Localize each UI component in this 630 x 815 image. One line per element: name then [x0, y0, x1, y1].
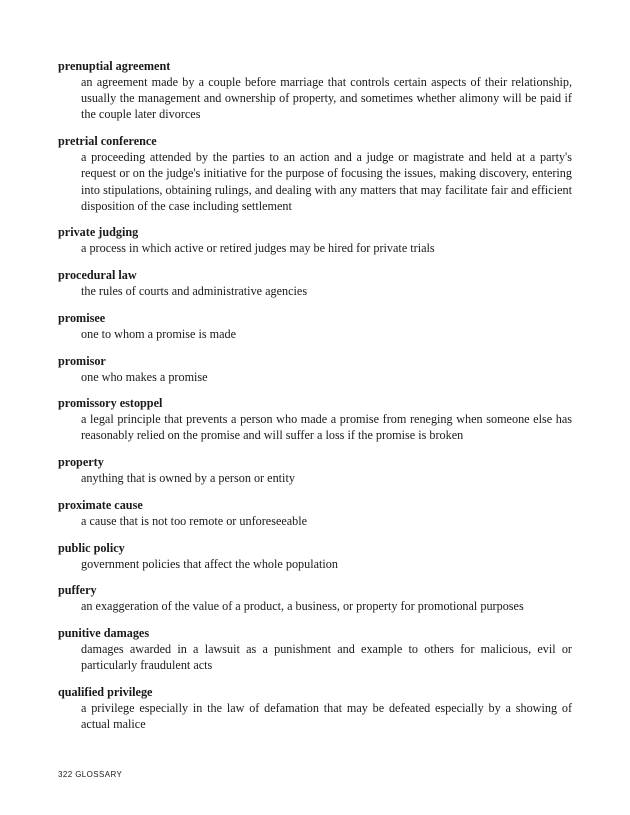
glossary-definition: the rules of courts and administrative agencies — [81, 284, 308, 299]
glossary-definition: a proceeding attended by the parties to an action and a judge or magistrate and held at a party's request or on the judge's initiative for the purpose of focusing the issues, making discovery, entering into stipulations, obtaining rulings, and dealing with any matters that may facilitate fair and efficient disposition of the case including settlement — [81, 150, 572, 213]
glossary-term: prenuptial agreement — [58, 59, 171, 73]
glossary-definition: a legal principle that prevents a person who made a promise from reneging when someone else has reasonably relied on the promise and will suffer a loss if the promise is broken — [81, 412, 572, 443]
glossary-entry-qualified-privilege — [58, 684, 572, 732]
glossary-term: public policy — [58, 540, 125, 555]
footer-section-label: GLOSSARY — [75, 770, 123, 779]
glossary-definition: a cause that is not too remote or unforeseeable — [81, 513, 308, 528]
glossary-definition: damages awarded in a lawsuit as a punishment and example to others for malicious, evil or particularly fraudulent acts — [81, 641, 572, 673]
glossary-entry-promisee — [58, 310, 572, 342]
glossary-definition: an agreement made by a couple before marriage that controls certain aspects of their relationship, usually the management and ownership of property, and sometimes whether alimony will be paid if the couple later divorces — [81, 75, 572, 122]
glossary-entry-private-judging — [58, 224, 572, 256]
glossary-term: pretrial conference — [58, 134, 157, 149]
glossary-definition: a privilege especially in the law of defamation that may be defeated especially by a showing of actual malice — [81, 700, 572, 732]
glossary-entry-procedural-law — [58, 267, 572, 299]
glossary-term: promisee — [58, 310, 106, 325]
glossary-entry-puffery — [58, 582, 572, 614]
glossary-term: punitive damages — [58, 625, 150, 640]
glossary-entry-pretrial-conference — [58, 133, 572, 214]
glossary-term: private judging — [58, 225, 139, 240]
glossary-entry-promisor — [58, 353, 572, 385]
page-footer — [58, 770, 122, 779]
glossary-entry-promissory-estoppel — [58, 395, 572, 443]
glossary-term: promisor — [58, 353, 106, 368]
glossary-definition: government policies that affect the whole population — [81, 556, 338, 571]
glossary-definition: anything that is owned by a person or entity — [81, 471, 295, 486]
glossary-entry-proximate-cause — [58, 497, 572, 529]
glossary-page — [58, 58, 572, 743]
glossary-entry-property — [58, 454, 572, 486]
glossary-definition: one who makes a promise — [81, 369, 208, 384]
glossary-term: property — [58, 455, 104, 470]
glossary-term: promissory estoppel — [58, 396, 163, 411]
glossary-term: procedural law — [58, 268, 137, 283]
glossary-definition: an exaggeration of the value of a product, a business, or property for promotional purposes — [81, 599, 524, 614]
page-number: 322 — [58, 770, 73, 779]
glossary-entry-punitive-damages — [58, 625, 572, 673]
glossary-term: proximate cause — [58, 497, 143, 512]
glossary-definition: one to whom a promise is made — [81, 326, 237, 341]
glossary-entry-public-policy — [58, 540, 572, 572]
glossary-term: qualified privilege — [58, 684, 153, 699]
glossary-entry-prenuptial-agreement — [58, 58, 572, 123]
glossary-term: puffery — [58, 583, 97, 598]
glossary-definition: a process in which active or retired judges may be hired for private trials — [81, 241, 435, 256]
